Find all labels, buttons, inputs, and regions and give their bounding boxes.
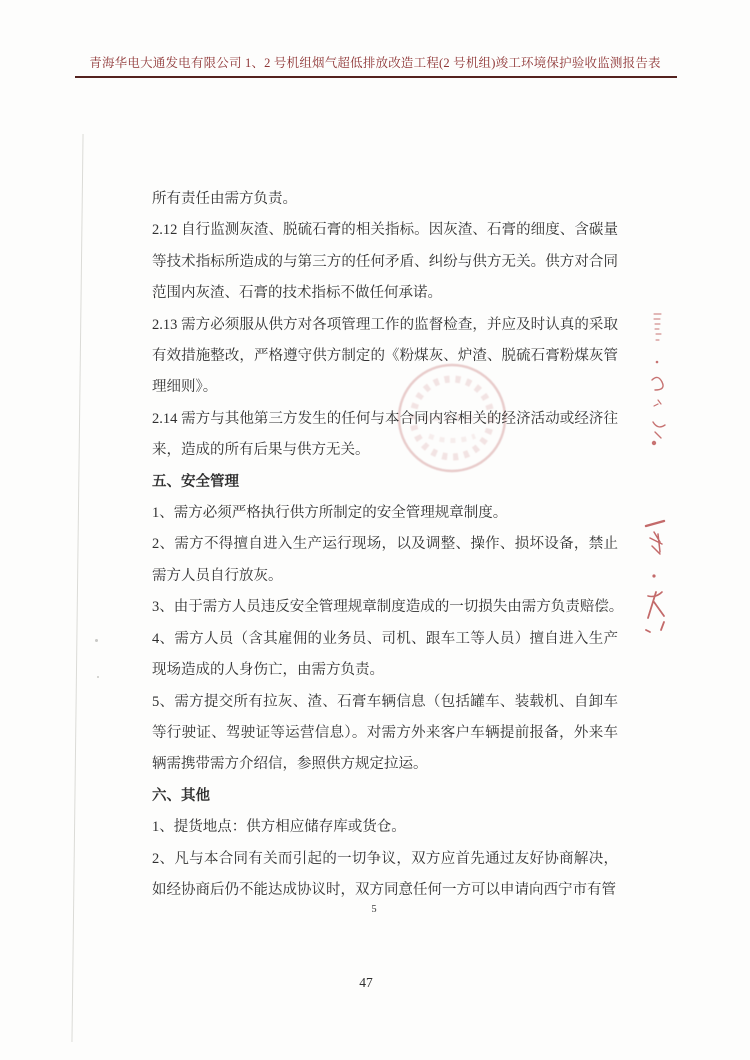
paragraph: 2.14 需方与其他第三方发生的任何与本合同内容相关的经济活动或经济往来，造成的所有后果与供方无关。 xyxy=(152,410,618,459)
section-heading: 六、其他 xyxy=(152,787,210,804)
paragraph: 2、凡与本合同有关而引起的一切争议，双方应首先通过友好协商解决，如经协商后仍不能达成协议时，双方同意任何一方可以申请向西宁市有管 xyxy=(152,850,618,898)
red-ink-fragments-upper-icon xyxy=(646,310,668,450)
inner-page-number: 5 xyxy=(371,904,377,915)
section-heading: 五、安全管理 xyxy=(152,473,239,490)
paragraph: 所有责任由需方负责。 xyxy=(152,191,297,207)
scan-noise-dot xyxy=(95,639,98,642)
paragraph: 2.12 自行监测灰渣、脱硫石膏的相关指标。因灰渣、石膏的细度、含碳量等技术指标所造成的与第三方的任何矛盾、纠纷与供方无关。供方对合同范围内灰渣、石膏的技术指标不做任何承诺。 xyxy=(152,222,618,302)
report-header-title: 青海华电大通发电有限公司 1、2 号机组烟气超低排放改造工程(2 号机组)竣工环境保护验收监测报告表 xyxy=(89,56,661,70)
paragraph: 2、需方不得擅自进入生产运行现场，以及调整、操作、损坏设备，禁止需方人员自行放灰。 xyxy=(152,536,618,584)
paragraph: 2.13 需方必须服从供方对各项管理工作的监督检查，并应及时认真的采取有效措施整改，严格遵守供方制定的《粉煤灰、炉渣、脱硫石膏粉煤灰管理细则》。 xyxy=(152,316,618,396)
paragraph: 5、需方提交所有拉灰、渣、石膏车辆信息（包括罐车、装载机、自卸车等行驶证、驾驶证等运营信息）。对需方外来客户车辆提前报备，外来车辆需携带需方介绍信，参照供方规定拉运。 xyxy=(152,693,618,773)
paragraph: 1、需方必须严格执行供方所制定的安全管理规章制度。 xyxy=(152,505,508,522)
paragraph: 4、需方人员（含其雇佣的业务员、司机、跟车工等人员）擅自进入生产现场造成的人身伤亡，由需方负责。 xyxy=(152,630,618,679)
outer-page-number: 47 xyxy=(359,975,373,990)
page-fold-crease-icon xyxy=(71,134,83,1042)
paragraph: 3、由于需方人员违反安全管理规章制度造成的一切损失由需方负责赔偿。 xyxy=(152,599,624,616)
red-ink-fragments-lower-icon xyxy=(640,518,668,638)
scan-noise-dot xyxy=(97,676,99,678)
header-rule-line xyxy=(75,76,677,78)
paragraph: 1、提货地点：供方相应储存库或货仓。 xyxy=(152,819,406,836)
document-body xyxy=(152,184,624,906)
